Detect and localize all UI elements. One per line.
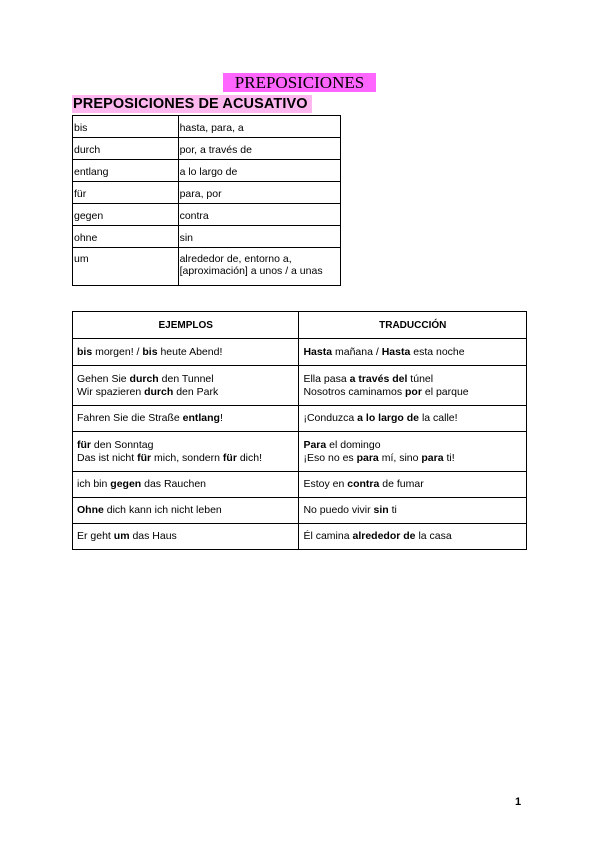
highlighted-preposition: para: [356, 451, 379, 464]
text-segment: dich!: [236, 451, 263, 464]
example-german: [73, 432, 299, 472]
text-segment: mich, sondern: [151, 451, 223, 464]
text-segment: den Tunnel: [158, 372, 214, 385]
highlighted-preposition: alrededor de: [352, 530, 416, 542]
highlighted-preposition: um: [113, 530, 130, 542]
table-row: [73, 406, 527, 432]
text-line: [303, 373, 522, 386]
text-segment: morgen! /: [92, 345, 143, 358]
column-header-examples: EJEMPLOS: [73, 312, 299, 339]
text-segment: ¡Conduzca: [303, 412, 358, 424]
table-row: [73, 204, 341, 226]
example-german: [73, 472, 299, 498]
preposition-spanish: contra: [178, 204, 340, 226]
highlighted-preposition: durch: [144, 385, 174, 398]
table-row: [73, 226, 341, 248]
text-segment: Fahren Sie die Straße: [77, 412, 183, 424]
text-line: [303, 346, 522, 359]
text-segment: Él camina: [303, 530, 353, 542]
text-segment: heute Abend!: [157, 345, 223, 358]
text-segment: ¡Eso no es: [303, 451, 357, 464]
preposition-spanish: para, por: [178, 182, 340, 204]
text-line: [77, 439, 294, 452]
example-german: [73, 406, 299, 432]
highlighted-preposition: für: [77, 438, 91, 451]
table-row: [73, 472, 527, 498]
text-segment: la calle!: [419, 412, 458, 424]
text-segment: No puedo vivir: [303, 504, 374, 516]
example-spanish: [299, 339, 527, 366]
table-row: [73, 138, 341, 160]
table-row: [73, 498, 527, 524]
preposition-german: um: [73, 248, 179, 286]
example-german: [73, 498, 299, 524]
preposition-spanish: sin: [178, 226, 340, 248]
text-segment: dich kann ich nicht leben: [103, 504, 222, 516]
preposition-spanish: [178, 248, 340, 286]
preposition-spanish: a lo largo de: [178, 160, 340, 182]
example-spanish: [299, 498, 527, 524]
highlighted-preposition: sin: [373, 504, 389, 516]
text-line: [77, 386, 294, 399]
text-segment: Ella pasa: [303, 372, 350, 385]
text-segment: el domingo: [326, 438, 381, 451]
preposition-spanish: hasta, para, a: [178, 116, 340, 138]
text-segment: mañana /: [332, 345, 382, 358]
preposition-german: entlang: [73, 160, 179, 182]
text-line: [303, 386, 522, 399]
examples-table: [72, 311, 527, 550]
highlighted-preposition: Hasta: [303, 345, 333, 358]
example-german: [73, 366, 299, 406]
text-segment: la casa: [415, 530, 452, 542]
highlighted-preposition: für: [222, 451, 237, 464]
text-line: [77, 346, 294, 359]
prepositions-table: [72, 115, 341, 286]
highlighted-preposition: entlang: [182, 412, 220, 424]
example-spanish: [299, 472, 527, 498]
highlighted-preposition: Hasta: [381, 345, 411, 358]
preposition-german: gegen: [73, 204, 179, 226]
text-segment: Nosotros caminamos: [303, 385, 406, 398]
preposition-german: ohne: [73, 226, 179, 248]
text-segment: Wir spazieren: [77, 385, 145, 398]
text-segment: Das ist nicht: [77, 451, 138, 464]
text-line: [303, 530, 522, 543]
highlighted-preposition: bis: [142, 345, 158, 358]
text-segment: ti: [388, 504, 397, 516]
preposition-german: durch: [73, 138, 179, 160]
highlighted-preposition: a través del: [349, 372, 408, 385]
text-line: [77, 452, 294, 465]
text-line: [303, 439, 522, 452]
example-german: [73, 524, 299, 550]
text-segment: Estoy en: [303, 478, 348, 490]
text-line: [77, 412, 294, 425]
highlighted-preposition: a lo largo de: [357, 412, 420, 424]
text-segment: mí, sino: [378, 451, 422, 464]
text-line: [303, 504, 522, 517]
text-segment: den Sonntag: [91, 438, 154, 451]
table-row: [73, 182, 341, 204]
preposition-spanish-line: alrededor de, entorno a,: [179, 253, 292, 265]
text-segment: das Haus: [129, 530, 177, 542]
text-line: [77, 530, 294, 543]
preposition-german: bis: [73, 116, 179, 138]
section-title: PREPOSICIONES DE ACUSATIVO: [72, 95, 312, 113]
text-segment: Er geht: [77, 530, 114, 542]
text-line: [77, 504, 294, 517]
text-segment: el parque: [421, 385, 469, 398]
example-german: [73, 339, 299, 366]
text-segment: !: [219, 412, 223, 424]
text-line: [303, 452, 522, 465]
highlighted-preposition: Ohne: [77, 504, 104, 516]
highlighted-preposition: contra: [347, 478, 380, 490]
table-row: [73, 116, 341, 138]
text-segment: Gehen Sie: [77, 372, 130, 385]
example-spanish: [299, 432, 527, 472]
example-spanish: [299, 406, 527, 432]
table-row: [73, 524, 527, 550]
table-row: [73, 432, 527, 472]
highlighted-preposition: bis: [77, 345, 93, 358]
column-header-translation: TRADUCCIÓN: [299, 312, 527, 339]
example-spanish: [299, 524, 527, 550]
table-row: [73, 160, 341, 182]
example-spanish: [299, 366, 527, 406]
text-line: [77, 478, 294, 491]
highlighted-preposition: gegen: [110, 478, 142, 490]
text-line: [303, 412, 522, 425]
text-segment: de fumar: [379, 478, 424, 490]
table-row: [73, 339, 527, 366]
table-row: [73, 248, 341, 286]
text-segment: den Park: [173, 385, 219, 398]
text-segment: ti!: [443, 451, 455, 464]
text-segment: esta noche: [410, 345, 465, 358]
highlighted-preposition: Para: [303, 438, 327, 451]
table-header-row: [73, 312, 527, 339]
preposition-spanish: por, a través de: [178, 138, 340, 160]
table-row: [73, 366, 527, 406]
preposition-spanish-line: [aproximación] a unos / a unas: [179, 265, 323, 277]
preposition-german: für: [73, 182, 179, 204]
highlighted-preposition: für: [137, 451, 152, 464]
page-title: PREPOSICIONES: [223, 73, 376, 92]
text-line: [77, 373, 294, 386]
text-segment: túnel: [407, 372, 434, 385]
highlighted-preposition: para: [421, 451, 444, 464]
highlighted-preposition: durch: [129, 372, 159, 385]
text-segment: das Rauchen: [141, 478, 206, 490]
highlighted-preposition: por: [405, 385, 422, 398]
text-segment: ich bin: [77, 478, 111, 490]
page-number: 1: [515, 796, 522, 808]
text-line: [303, 478, 522, 491]
